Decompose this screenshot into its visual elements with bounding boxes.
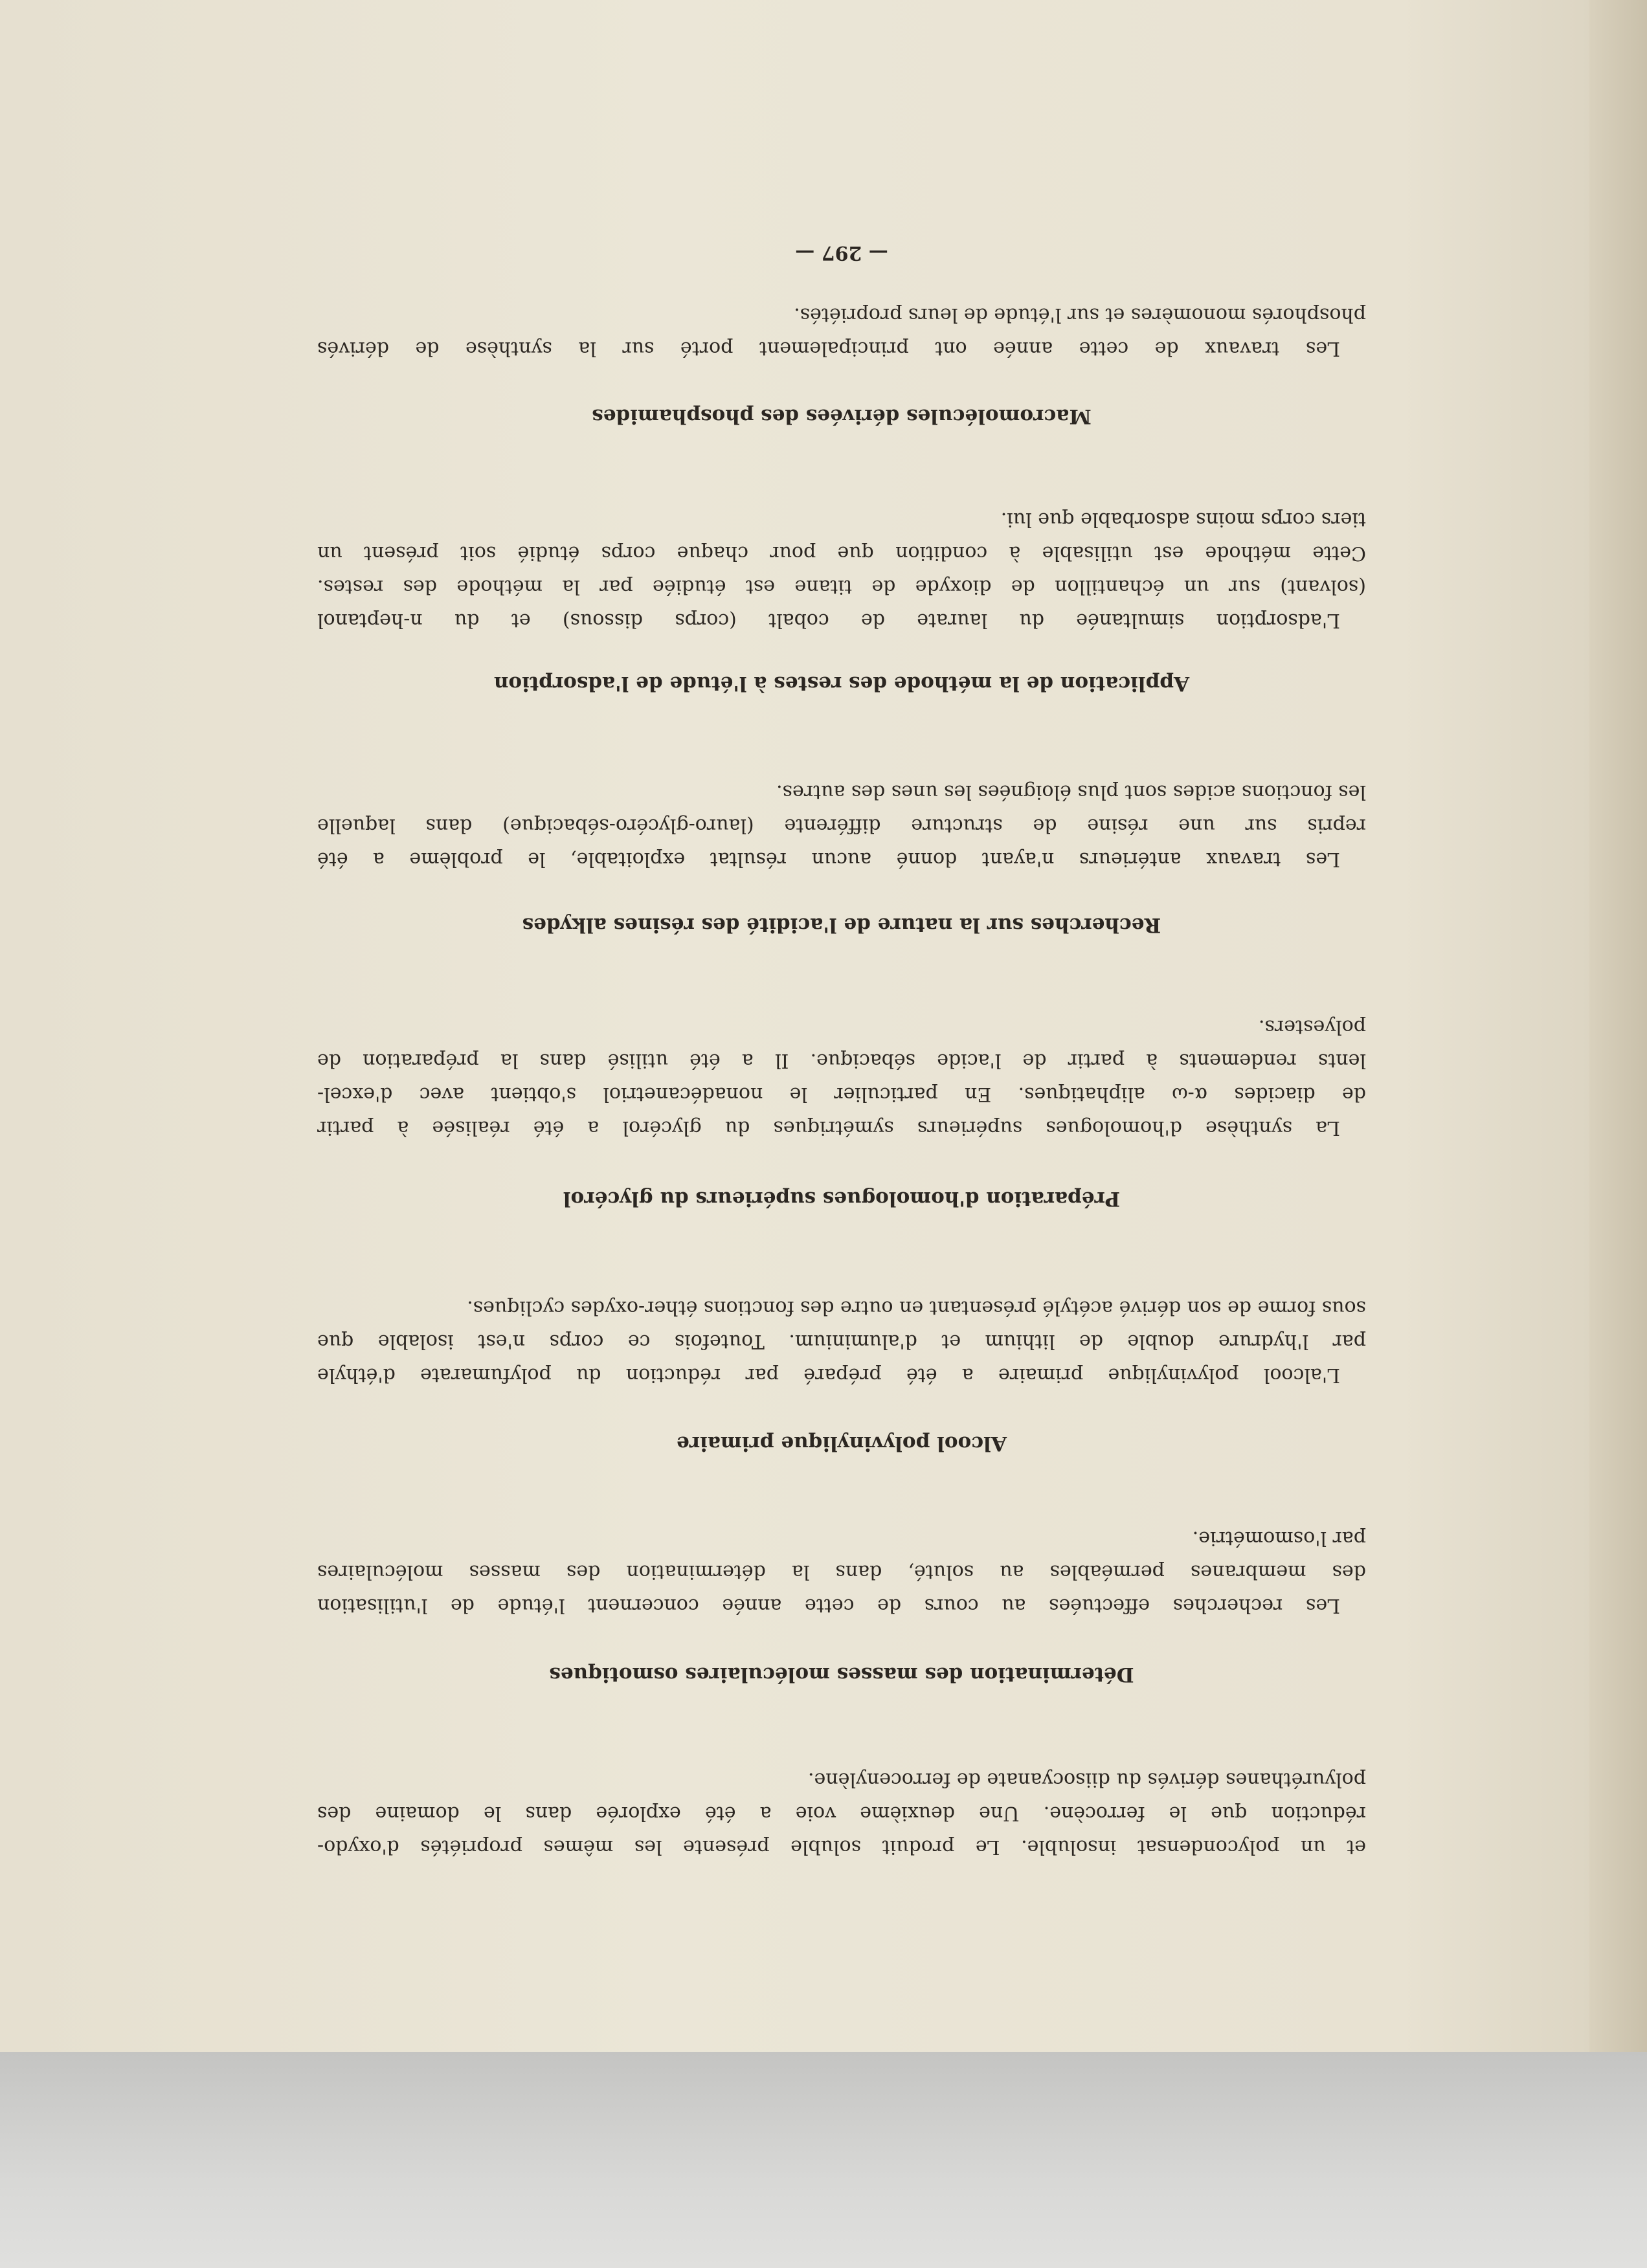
section-heading: Macromolécules dérivées des phosphamides xyxy=(592,405,1092,428)
paragraph xyxy=(317,1291,1366,1392)
text-line: des membranes perméables au soluté, dans la détermination des masses moléculaires xyxy=(317,1561,1366,1583)
text-line: L'alcool polyvinylique primaire a été préparé par réduction du polyfumarate d'éthyle xyxy=(317,1364,1340,1386)
text-line: repris sur une résine de structure différente (lauro-glycéro-sébacique) dans laquelle xyxy=(317,814,1366,837)
text-line: les fonctions acides sont plus éloignées les unes des autres. xyxy=(776,781,1366,803)
section-heading: Détermination des masses moléculaires osmotiques xyxy=(549,1663,1134,1686)
text-line: tiers corps moins adsorbable que lui. xyxy=(1000,508,1366,531)
text-line: polyesters. xyxy=(1258,1016,1366,1038)
text-line: (solvant) sur un échantillon de dioxyde de titane est étudiée par la méthode des restes. xyxy=(317,575,1366,598)
page-number: — 297 — xyxy=(795,241,888,264)
text-line: par l'osmométrie. xyxy=(1192,1527,1366,1550)
text-line: par l'hydrure double de lithium et d'aluminium. Toutefois ce corps n'est isolable que xyxy=(317,1330,1366,1353)
text-line: Les travaux de cette année ont principalement porté sur la synthèse de dérivés xyxy=(317,337,1340,360)
scanner-background xyxy=(0,2052,1647,2268)
text-line: Les recherches effectuées au cours de cette année concernent l'étude de l'utilisation xyxy=(317,1594,1340,1617)
text-line: La synthèse d'homologues supérieurs symétriques du glycérol a été réalisée à partir xyxy=(317,1117,1340,1139)
text-line: et un polycondensat insoluble. Le produit soluble présente les mêmes propriétés d'oxydo- xyxy=(317,1836,1366,1858)
section-heading: Application de la méthode des restes à l'étude de l'adsorption xyxy=(493,672,1190,695)
section-heading: Alcool polyvinylique primaire xyxy=(677,1432,1007,1455)
page-content-rotated xyxy=(317,233,1366,1864)
text-line: réduction que le ferrocène. Une deuxième voie a été explorée dans le domaine des xyxy=(317,1802,1366,1825)
text-line: L'adsorption simultanée du laurate de cobalt (corps dissous) et du n-heptanol xyxy=(317,609,1340,632)
paragraph xyxy=(317,775,1366,876)
text-line: lents rendements à partir de l'acide sébacique. Il a été utilisé dans la préparation de xyxy=(317,1049,1366,1072)
paragraph-continuation xyxy=(317,1762,1366,1863)
paragraph xyxy=(317,1521,1366,1622)
text-line: Cette méthode est utilisable à condition que pour chaque corps étudié soit présent un xyxy=(317,542,1366,564)
page-edge-shadow xyxy=(1589,0,1647,2052)
text-line: sous forme de son dérivé acétylé présentant en outre des fonctions éther-oxydes cycliques. xyxy=(467,1296,1366,1319)
text-line: Les travaux antérieurs n'ayant donné aucun résultat exploitable, le problème a été xyxy=(317,848,1340,871)
section-heading: Recherches sur la nature de l'acidité des résines alkydes xyxy=(522,913,1161,937)
paragraph xyxy=(317,502,1366,637)
text-line: phosphorés monomères et sur l'étude de leurs propriétés. xyxy=(794,304,1366,326)
text-line: polyuréthanes dérivés du diisocyanate de ferrocenylène. xyxy=(807,1768,1366,1791)
paragraph xyxy=(317,298,1366,365)
text-line: de diacides α-ω aliphatiques. En particulier le nonadécanetriol s'obtient avec d'excel- xyxy=(317,1083,1366,1106)
section-heading: Préparation d'homologues supérieurs du glycérol xyxy=(563,1187,1121,1210)
paragraph xyxy=(317,1010,1366,1144)
